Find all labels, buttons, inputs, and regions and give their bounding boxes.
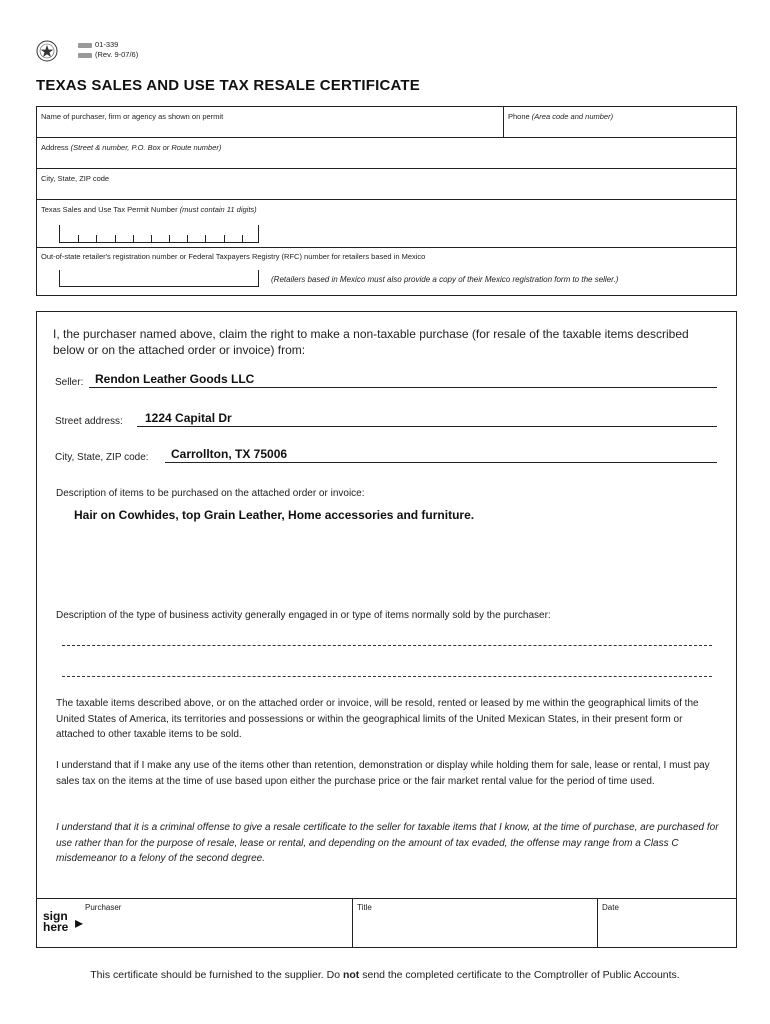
footer-text-after: send the completed certificate to the Comptroller of Public Accounts. (359, 969, 680, 981)
purchaser-info-box (36, 106, 737, 296)
footer-text-before: This certificate should be furnished to the supplier. Do (90, 969, 343, 981)
business-activity-label: Description of the type of business activity generally engaged in or type of items normally sold by the purchaser: (56, 610, 551, 621)
address-row[interactable] (37, 138, 736, 169)
sign-here-line1: sign (43, 909, 68, 923)
seller-city-value[interactable]: Carrollton, TX 75006 (171, 447, 288, 461)
permit-number-label: Texas Sales and Use Tax Permit Number (must contain 11 digits) (41, 205, 257, 214)
permit-digit-separator (169, 235, 170, 242)
seller-city-label: City, State, ZIP code: (55, 452, 149, 463)
seller-field[interactable] (55, 370, 717, 390)
use-tax-statement: I understand that if I make any use of the items other than retention, demonstration or display while holding them for sale, lease or rental, I must pay sales tax on the items at the time of use based upon either the purchase price or the fair market rental value for the period of time used. (56, 760, 710, 787)
city-state-zip-label: City, State, ZIP code (41, 174, 110, 183)
permit-digit-separator (96, 235, 97, 242)
phone-label: Phone (Area code and number) (508, 112, 614, 121)
rfc-label: Out-of-state retailer's registration number or Federal Taxpayers Registry (RFC) number for retailers based in Mexico (41, 252, 426, 261)
title-label: Title (357, 903, 372, 912)
arrow-right-icon: ▸ (75, 915, 84, 932)
permit-digit-separator (151, 235, 152, 242)
street-address-value[interactable]: 1224 Capital Dr (145, 411, 232, 425)
footer-note (0, 969, 770, 981)
form-number-block (78, 40, 138, 60)
signature-row (37, 898, 736, 948)
purchaser-signature-field[interactable] (37, 899, 353, 948)
street-address-label: Street address: (55, 416, 123, 427)
address-label: Address (Street & number, P.O. Box or Route number) (41, 143, 222, 152)
certificate-body-box (36, 311, 737, 948)
permit-digit-separator (115, 235, 116, 242)
date-label: Date (602, 903, 619, 912)
page-title: TEXAS SALES AND USE TAX RESALE CERTIFICATE (36, 77, 420, 94)
footer-text-bold: not (342, 969, 360, 981)
permit-digit-separator (187, 235, 188, 242)
date-field[interactable] (598, 899, 736, 948)
resale-statement: The taxable items described above, or on the attached order or invoice, will be resold, rented or leased by me within the geographical limits of the United States of America, its territories and possessions or within the geographical limits of the United Mexican States, in their present form or attached to other taxable items to be sold. (56, 698, 699, 740)
title-field[interactable] (353, 899, 598, 948)
criminal-offense-statement: I understand that it is a criminal offense to give a resale certificate to the seller for taxable items that I know, at the time of purchase, are purchased for use rather than for the purpose of resale, lease or rental, and depending on the amount of tax evaded, the offense may range from a Class C misdemeanor to a felony of the second degree. (56, 822, 719, 864)
permit-digit-separator (205, 235, 206, 242)
items-description-value[interactable]: Hair on Cowhides, top Grain Leather, Home accessories and furniture. (74, 508, 475, 522)
sign-here-label (43, 911, 68, 933)
permit-number-input[interactable] (59, 225, 259, 243)
city-state-zip-row[interactable] (37, 169, 736, 200)
sign-here-line2: here (43, 920, 69, 934)
items-description-label: Description of items to be purchased on the attached order or invoice: (56, 488, 365, 499)
street-address-field[interactable] (55, 409, 717, 429)
form-revision: (Rev. 9-07/6) (95, 50, 139, 59)
purchaser-label: Purchaser (85, 903, 122, 912)
purchaser-name-label: Name of purchaser, firm or agency as shown on permit (41, 112, 224, 121)
seller-underline (89, 387, 717, 388)
business-activity-line-2[interactable] (62, 676, 712, 677)
permit-digit-separator (242, 235, 243, 242)
form-header (36, 40, 236, 64)
purchaser-name-row (37, 107, 736, 138)
seller-value[interactable]: Rendon Leather Goods LLC (95, 372, 255, 386)
city-state-zip-field[interactable] (55, 445, 717, 465)
street-underline (137, 426, 717, 427)
permit-digit-separator (224, 235, 225, 242)
texas-seal-icon (36, 40, 58, 62)
divider (503, 107, 504, 137)
business-activity-line-1[interactable] (62, 645, 712, 646)
claim-statement: I, the purchaser named above, claim the right to make a non-taxable purchase (for resale of the taxable items described below or on the attached order or invoice) from: (53, 327, 689, 357)
form-number: 01-339 (95, 40, 119, 49)
permit-digit-separator (133, 235, 134, 242)
permit-digit-separator (78, 235, 79, 242)
rfc-number-input[interactable] (59, 270, 259, 287)
seller-label: Seller: (55, 377, 84, 388)
rfc-note: (Retailers based in Mexico must also provide a copy of their Mexico registration form to the seller.) (271, 275, 619, 284)
city-underline (165, 462, 717, 463)
